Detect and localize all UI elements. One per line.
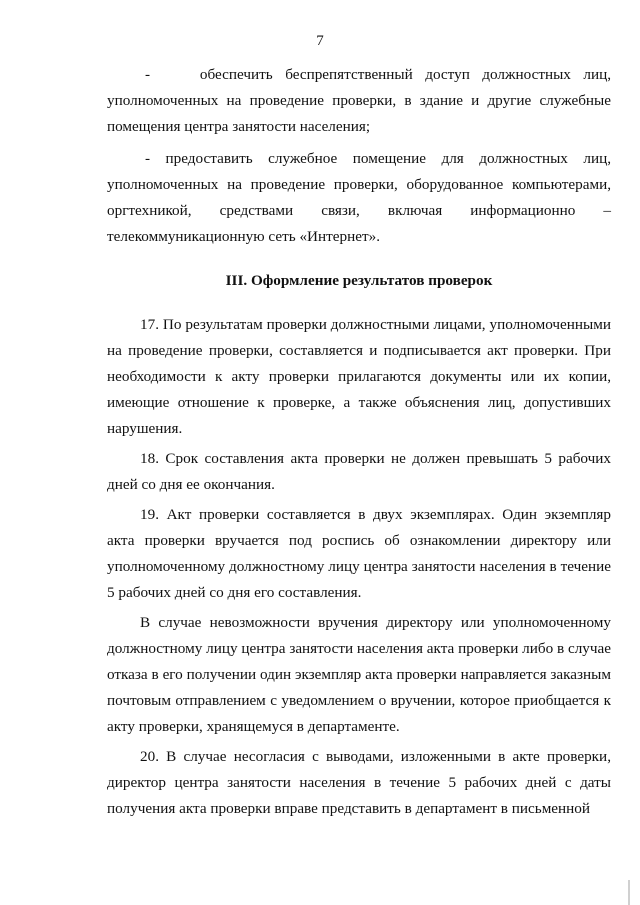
paragraph-20: 20. В случае несогласия с выводами, изложенными в акте проверки, директор центра занятости населения в течение 5 рабочих дней с даты получения акта проверки вправе представить в департамент в письменной <box>107 748 611 817</box>
scan-edge-mark <box>628 880 630 905</box>
document-body <box>107 62 611 826</box>
paragraph-delivery-refusal: В случае невозможности вручения директору или уполномоченному должностному лицу центра занятости населения акта проверки либо в случае отказа в его получении один экземпляр акта проверки направляется заказным почтовым отправлением с уведомлением о вручении, которое приобщается к акту проверки, хранящемуся в департаменте. <box>107 614 611 735</box>
section-heading: III. Оформление результатов проверок <box>225 272 493 289</box>
paragraph-18: 18. Срок составления акта проверки не должен превышать 5 рабочих дней со дня ее окончания. <box>107 450 611 493</box>
paragraph-17: 17. По результатам проверки должностными лицами, уполномоченными на проведение проверки, составляется и подписывается акт проверки. При необходимости к акту проверки прилагаются документы или их копии, имеющие отношение к проверке, а также объяснения лиц, допустивших нарушения. <box>107 316 611 437</box>
page-number: 7 <box>316 33 324 49</box>
paragraph-19: 19. Акт проверки составляется в двух экземплярах. Один экземпляр акта проверки вручается под роспись об ознакомлении директору или уполномоченному должностному лицу центра занятости населения в течение 5 рабочих дней со дня его составления. <box>107 506 611 601</box>
bullet-provide-access: - обеспечить беспрепятственный доступ должностных лиц, уполномоченных на проведение проверки, в здание и другие служебные помещения центра занятости населения; <box>107 66 611 135</box>
bullet-provide-premises: - предоставить служебное помещение для должностных лиц, уполномоченных на проведение проверки, оборудованное компьютерами, оргтехникой, средствами связи, включая информационно – телекоммуникационную сеть «Интернет». <box>107 150 611 245</box>
